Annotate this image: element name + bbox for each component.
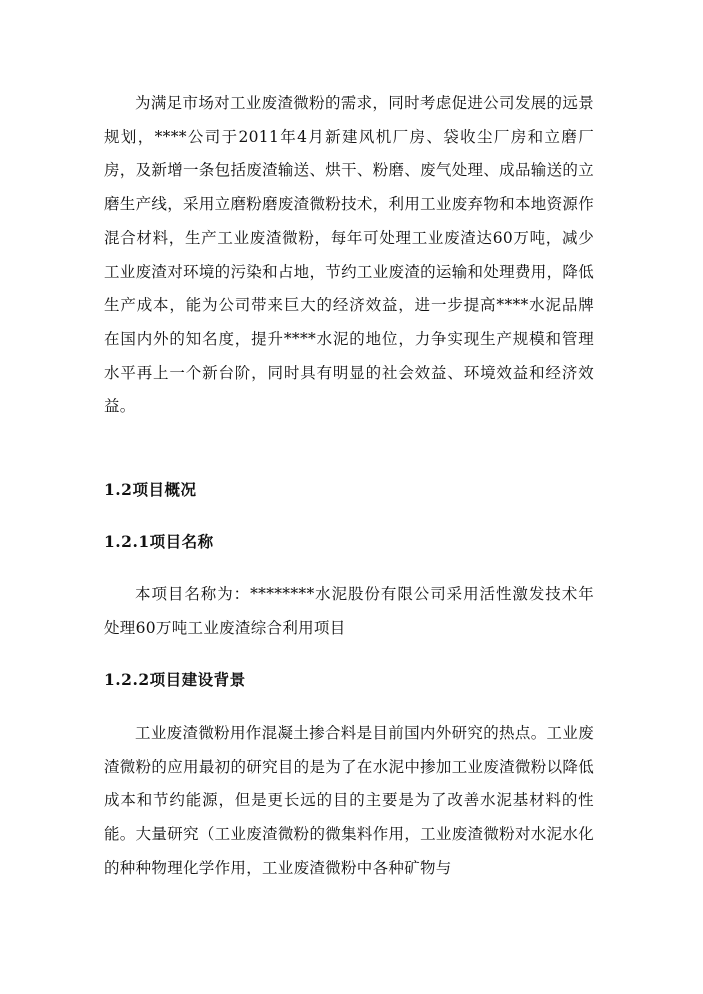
- intro-paragraph: 为满足市场对工业废渣微粉的需求，同时考虑促进公司发展的远景规划，****公司于2011年4月新建风机厂房、袋收尘厂房和立磨厂房，及新增一条包括废渣输送、烘干、粉磨、废气处理、成品输送的立磨生产线，采用立磨粉磨废渣微粉技术，利用工业废弃物和本地资源作混合材料，生产工业废渣微粉，每年可处理工业废渣达60万吨，减少工业废渣对环境的污染和占地，节约工业废渣的运输和处理费用，降低生产成本，能为公司带来巨大的经济效益，进一步提高****水泥品牌在国内外的知名度，提升****水泥的地位，力争实现生产规模和管理水平再上一个新台阶，同时具有明显的社会效益、环境效益和经济效益。: [104, 94, 594, 416]
- section-heading-1-2: 1.2项目概况: [104, 480, 197, 499]
- project-name-paragraph: 本项目名称为：********水泥股份有限公司采用活性激发技术年处理60万吨工业废渣综合利用项目: [104, 585, 594, 637]
- section-heading-1-2-2: 1.2.2项目建设背景: [104, 670, 246, 689]
- section-heading-1-2-1: 1.2.1项目名称: [104, 532, 214, 551]
- background-paragraph: 工业废渣微粉用作混凝土掺合料是目前国内外研究的热点。工业废渣微粉的应用最初的研究目的是为了在水泥中掺加工业废渣微粉以降低成本和节约能源，但是更长远的目的主要是为了改善水泥基材料的性能。大量研究（工业废渣微粉的微集料作用，工业废渣微粉对水泥水化的种种物理化学作用，工业废渣微粉中各种矿物与: [104, 724, 594, 877]
